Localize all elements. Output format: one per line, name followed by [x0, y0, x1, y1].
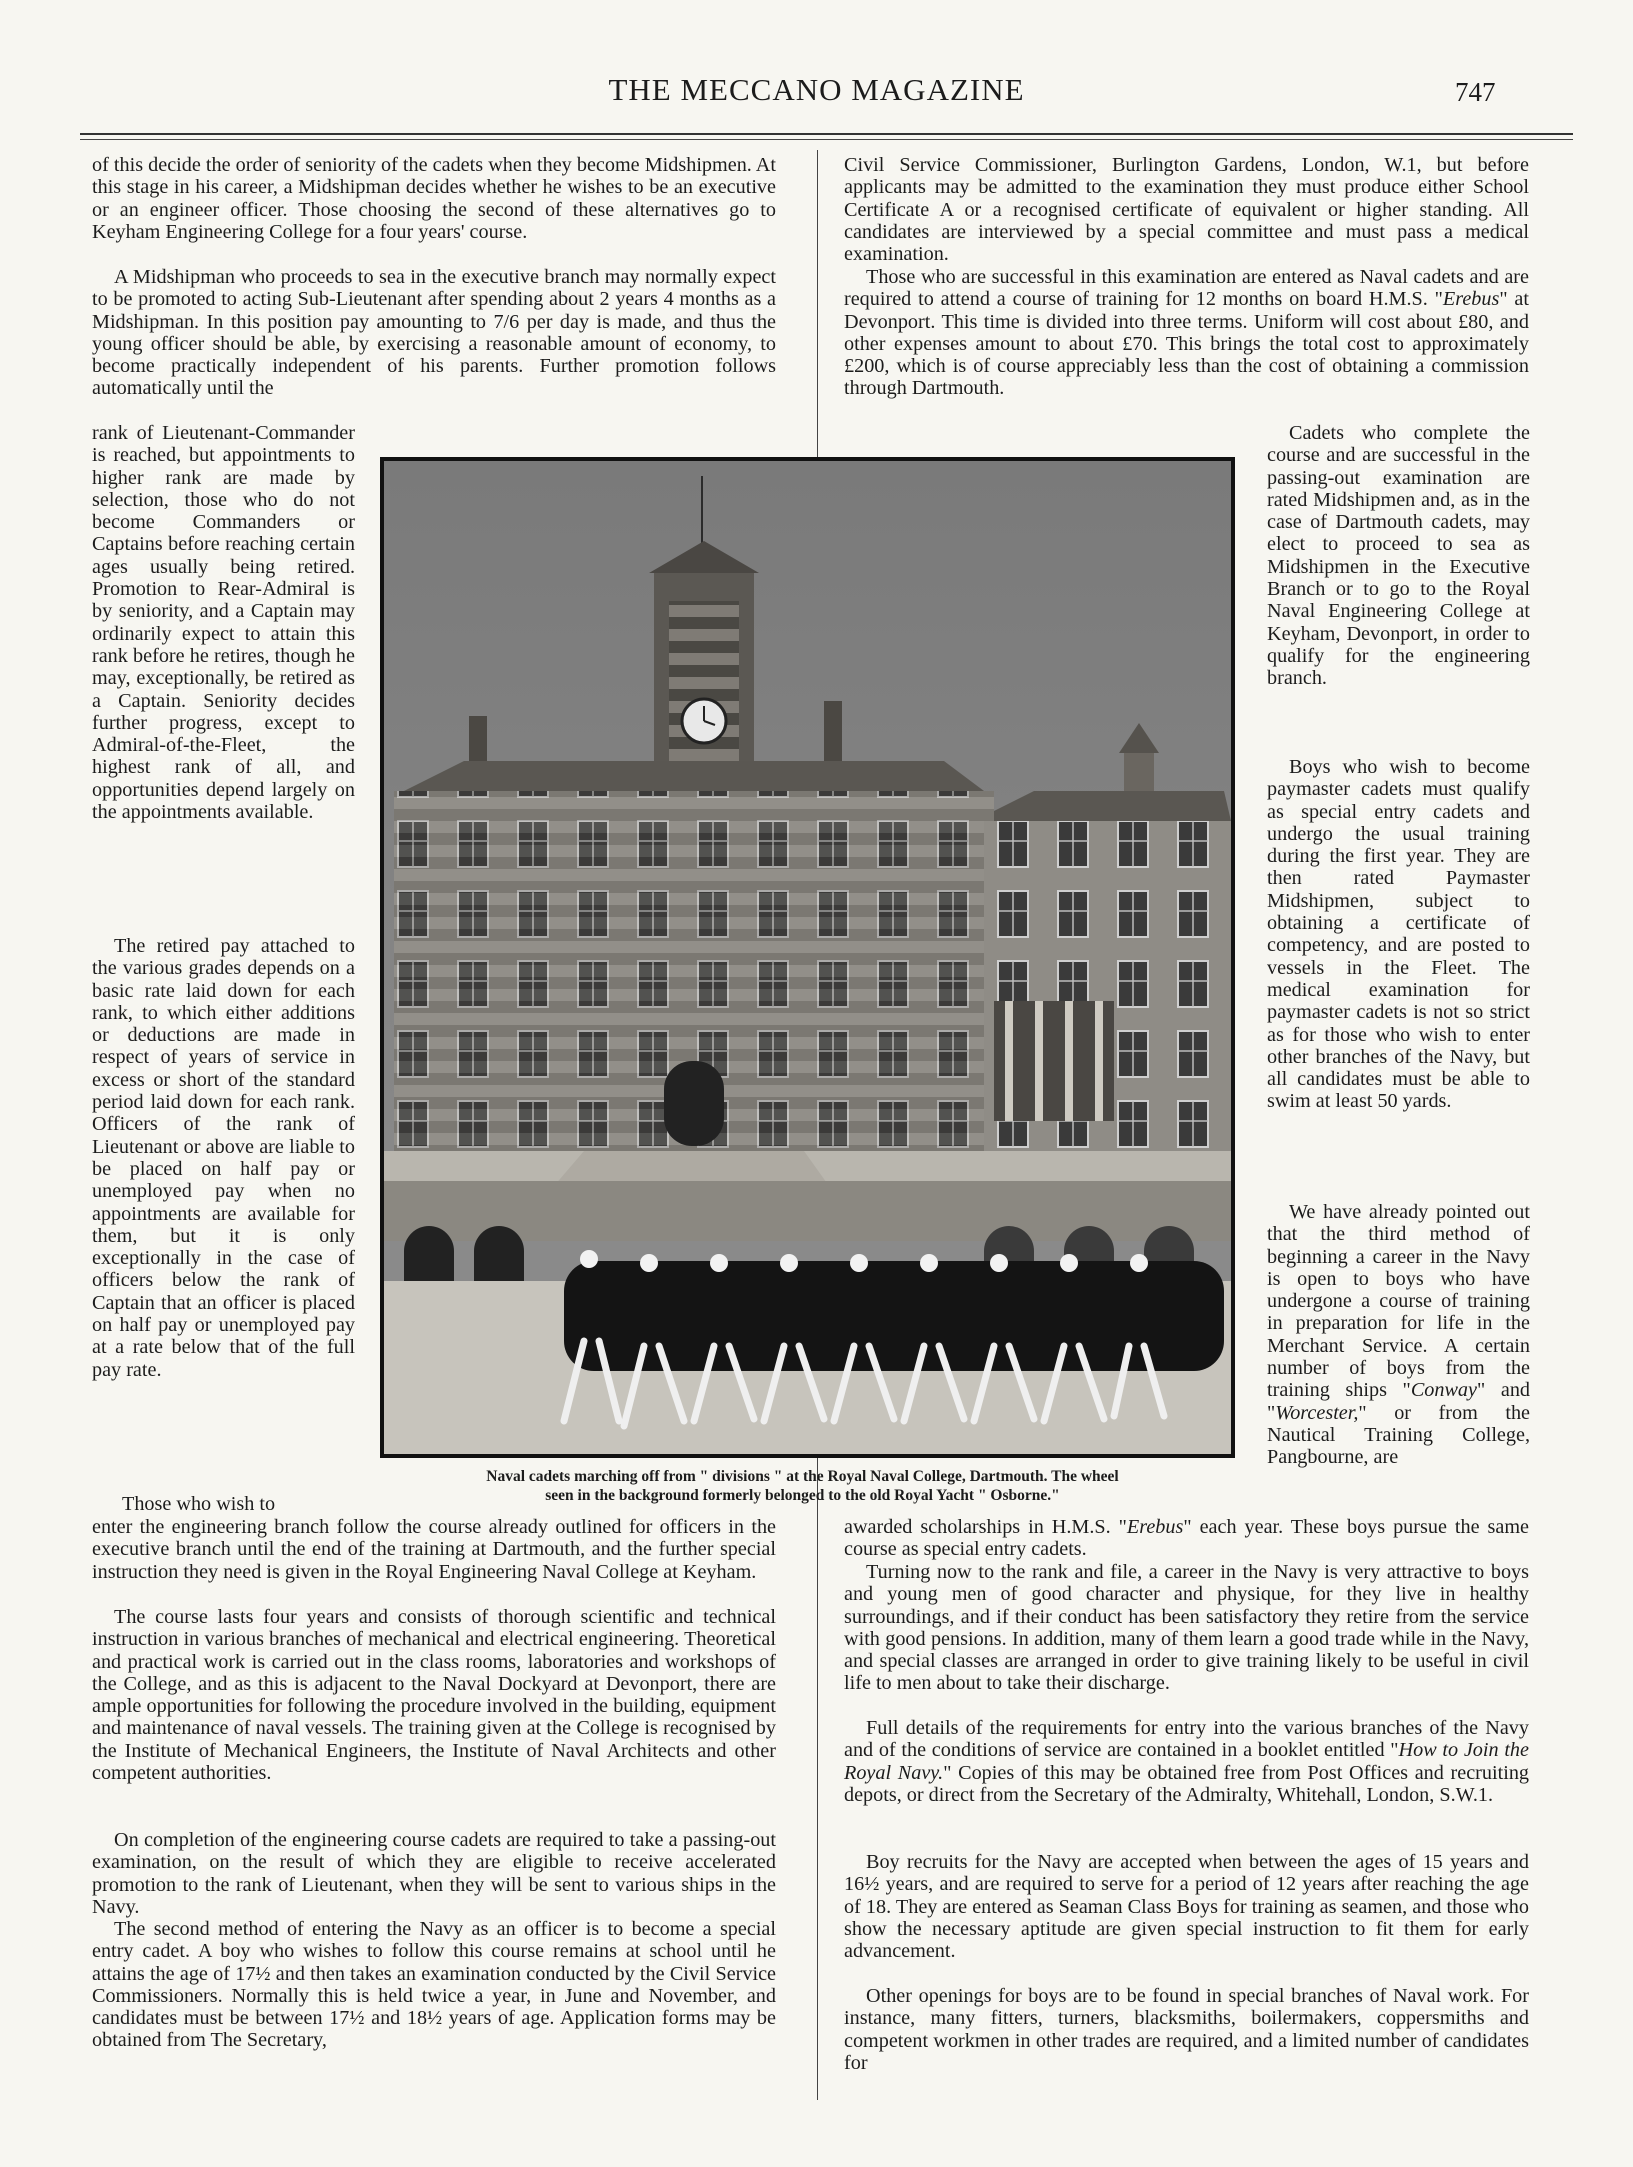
col2-paragraph-1: Civil Service Commissioner, Burlington Gardens, London, W.1, but before applicants may be admitted to the examination they must produce either School Certificate A or a recognised certificate of equivalent or higher standing. All candidates are interviewed by a special committee and must pass a medical examination. [844, 154, 1529, 266]
col2-paragraph-4-narrow: Boys who wish to become paymaster cadets must qualify as special entry cadets and undergo the usual training during the first year. They are then rated Paymaster Midshipmen, subject to obtaining a certificate of competency, and are posted to vessels in the Fleet. The medical examination for paymaster cadets is not so strict as for those who wish to enter other branches of the Navy, but all candidates must be able to swim at least 50 yards. [1267, 756, 1530, 1113]
col2-paragraph-9: Other openings for boys are to be found in special branches of Naval work. For instance, many fitters, turners, blacksmiths, boilermakers, coppersmiths and competent workmen in other trades are required, and a limited number of candidates for [844, 1985, 1529, 2074]
col1-paragraph-3-narrow: The retired pay attached to the various grades depends on a basic rate laid down for each rank, to which either additions or deductions are made in respect of years of service in excess or short of the standard period laid down for each rank. Officers of the rank of Lieutenant or above are liable to be placed on half pay or unemployed pay when no appointments are available for them, but it is only exceptionally in the case of officers below the rank of Captain that an officer is placed on half pay or unemployed pay at a rate below that of the full pay rate. [92, 935, 355, 1381]
photo-caption [370, 1467, 1235, 1505]
col2-p7-text-b: " Copies of this may be obtained free from Post Offices and recruiting depots, or direct from the Secretary of the Admiralty, Whitehall, London, S.W.1. [844, 1761, 1530, 1806]
col2-paragraph-8: Boy recruits for the Navy are accepted when between the ages of 15 years and 16½ years, and are required to serve for a period of 12 years after reaching the age of 18. They are entered as Seaman Class Boys for training as seamen, and those who show the necessary aptitude are given special instruction to fit them for early advancement. [844, 1851, 1529, 1963]
header-rule-thin [80, 139, 1573, 140]
col2-p2-text-b: " at Devonport. This time is divided into three terms. Uniform will cost about £80, and other expenses amount to about £70. This brings the total cost to approximately £200, which is of course appreciably less than the cost of obtaining a commission through Dartmouth. [844, 288, 1529, 400]
college-photo-illustration [384, 461, 1231, 1454]
ship-name-worcester: Worcester, [1275, 1401, 1359, 1424]
page-number: 747 [1455, 77, 1496, 107]
ship-name-conway: Conway [1410, 1379, 1477, 1402]
college-photo [380, 457, 1235, 1458]
col1-paragraph-6: On completion of the engineering course cadets are required to take a passing-out examination, on the result of which they are eligible to receive accelerated promotion to the rank of Lieutenant, when they will be sent to various ships in the Navy. [92, 1829, 776, 1918]
col2-p5-cont-a: awarded scholarships in H.M.S. " [844, 1516, 1127, 1538]
col2-p5-text-c: " or from the Nautical Training College, Pangbourne, are [1267, 1401, 1530, 1469]
col2-paragraph-6: Turning now to the rank and file, a career in the Navy is very attractive to boys and young men of good character and physique, for they live in healthy surroundings, and if their conduct has been satisfactory they retire from the service with good pensions. In addition, many of them learn a good trade while in the Navy, and special classes are arranged in order to give training likely to be useful in civil life to men about to take their discharge. [844, 1561, 1529, 1695]
col1-paragraph-1: of this decide the order of seniority of the cadets when they become Midshipmen. At this stage in his career, a Midshipman decides whether he wishes to be an executive or an engineer officer. Those choosing the second of these alternatives go to Keyham Engineering College for a four years' course. [92, 154, 776, 243]
col1-paragraph-4-start: Those who wish to [122, 1493, 276, 1515]
col2-p2-text-a: Those who are successful in this examination are entered as Naval cadets and are required to attend a course of training for 12 months on board H.M.S. " [844, 266, 1529, 311]
col2-paragraph-5-narrow [1267, 1201, 1530, 1469]
col2-paragraph-2 [844, 266, 1529, 400]
photo-caption-line-1: Naval cadets marching off from " divisions " at the Royal Naval College, Dartmouth. The wheel [486, 1468, 1119, 1485]
col1-paragraph-7: The second method of entering the Navy as an officer is to become a special entry cadet. A boy who wishes to follow this course remains at school until he attains the age of 17½ and then takes an examination conducted by the Civil Service Commissioners. Normally this is held twice a year, in June and November, and candidates must be between 17½ and 18½ years of age. Application forms may be obtained from The Secretary, [92, 1918, 776, 2052]
booklet-title: How to Join the Royal Navy. [844, 1739, 1529, 1784]
col2-paragraph-5-cont [844, 1516, 1529, 1561]
col2-paragraph-7 [844, 1717, 1529, 1806]
col2-paragraph-3-narrow: Cadets who complete the course and are successful in the passing-out examination are rated Midshipmen and, as in the case of Dartmouth cadets, may elect to proceed to sea as Midshipmen in the Executive Branch or to go to the Royal Naval Engineering College at Keyham, Devonport, in order to qualify for the engineering branch. [1267, 422, 1530, 690]
magazine-title: THE MECCANO MAGAZINE [608, 72, 1025, 107]
col1-paragraph-4: enter the engineering branch follow the course already outlined for officers in the executive branch until the end of the training at Dartmouth, and the further special instruction they need is given in the Royal Engineering Naval College at Keyham. [92, 1516, 776, 1583]
col2-p5-cont-b: " each year. These boys pursue the same course as special entry cadets. [844, 1516, 1529, 1561]
ship-name-erebus-2: Erebus [1126, 1516, 1184, 1538]
col1-paragraph-5: The course lasts four years and consists of thorough scientific and technical instruction in various branches of mechanical and electrical engineering. Theoretical and practical work is carried out in the class rooms, laboratories and workshops of the College, and as this is adjacent to the Naval Dockyard at Devonport, there are ample opportunities for following the procedure involved in the building, equipment and maintenance of naval vessels. The training given at the College is recognised by the Institute of Mechanical Engineers, the Institute of Naval Architects and other competent authorities. [92, 1606, 776, 1785]
col1-paragraph-2: A Midshipman who proceeds to sea in the executive branch may normally expect to be promoted to acting Sub-Lieutenant after spending about 2 years 4 months as a Midshipman. In this position pay amounting to 7/6 per day is made, and thus the young officer should be able, by exercising a reasonable amount of economy, to become practically independent of his parents. Further promotion follows automatically until the [92, 266, 776, 400]
ship-name-erebus: Erebus [1442, 288, 1500, 311]
col2-p7-text-a: Full details of the requirements for entry into the various branches of the Navy and of the conditions of service are contained in a booklet entitled " [844, 1717, 1529, 1762]
col2-p5-text-b: " and " [1267, 1379, 1531, 1424]
header-rule [80, 133, 1573, 135]
photo-caption-line-2: seen in the background formerly belonged to the old Royal Yacht " Osborne." [545, 1487, 1060, 1504]
col2-p5-text-a: We have already pointed out that the third method of beginning a career in the Navy is open to boys who have undergone a course of training in preparation for life in the Merchant Service. A certain number of boys from the training ships " [1267, 1201, 1530, 1402]
col1-paragraph-2-narrow: rank of Lieutenant-Commander is reached, but appointments to higher rank are made by selection, those who do not become Commanders or Captains before reaching certain ages usually being retired. Promotion to Rear-Admiral is by seniority, and a Captain may ordinarily expect to attain this rank before he retires, though he may, exceptionally, be retired as a Captain. Seniority decides further progress, except to Admiral-of-the-Fleet, the highest rank of all, and opportunities depend largely on the appointments available. [92, 422, 355, 824]
